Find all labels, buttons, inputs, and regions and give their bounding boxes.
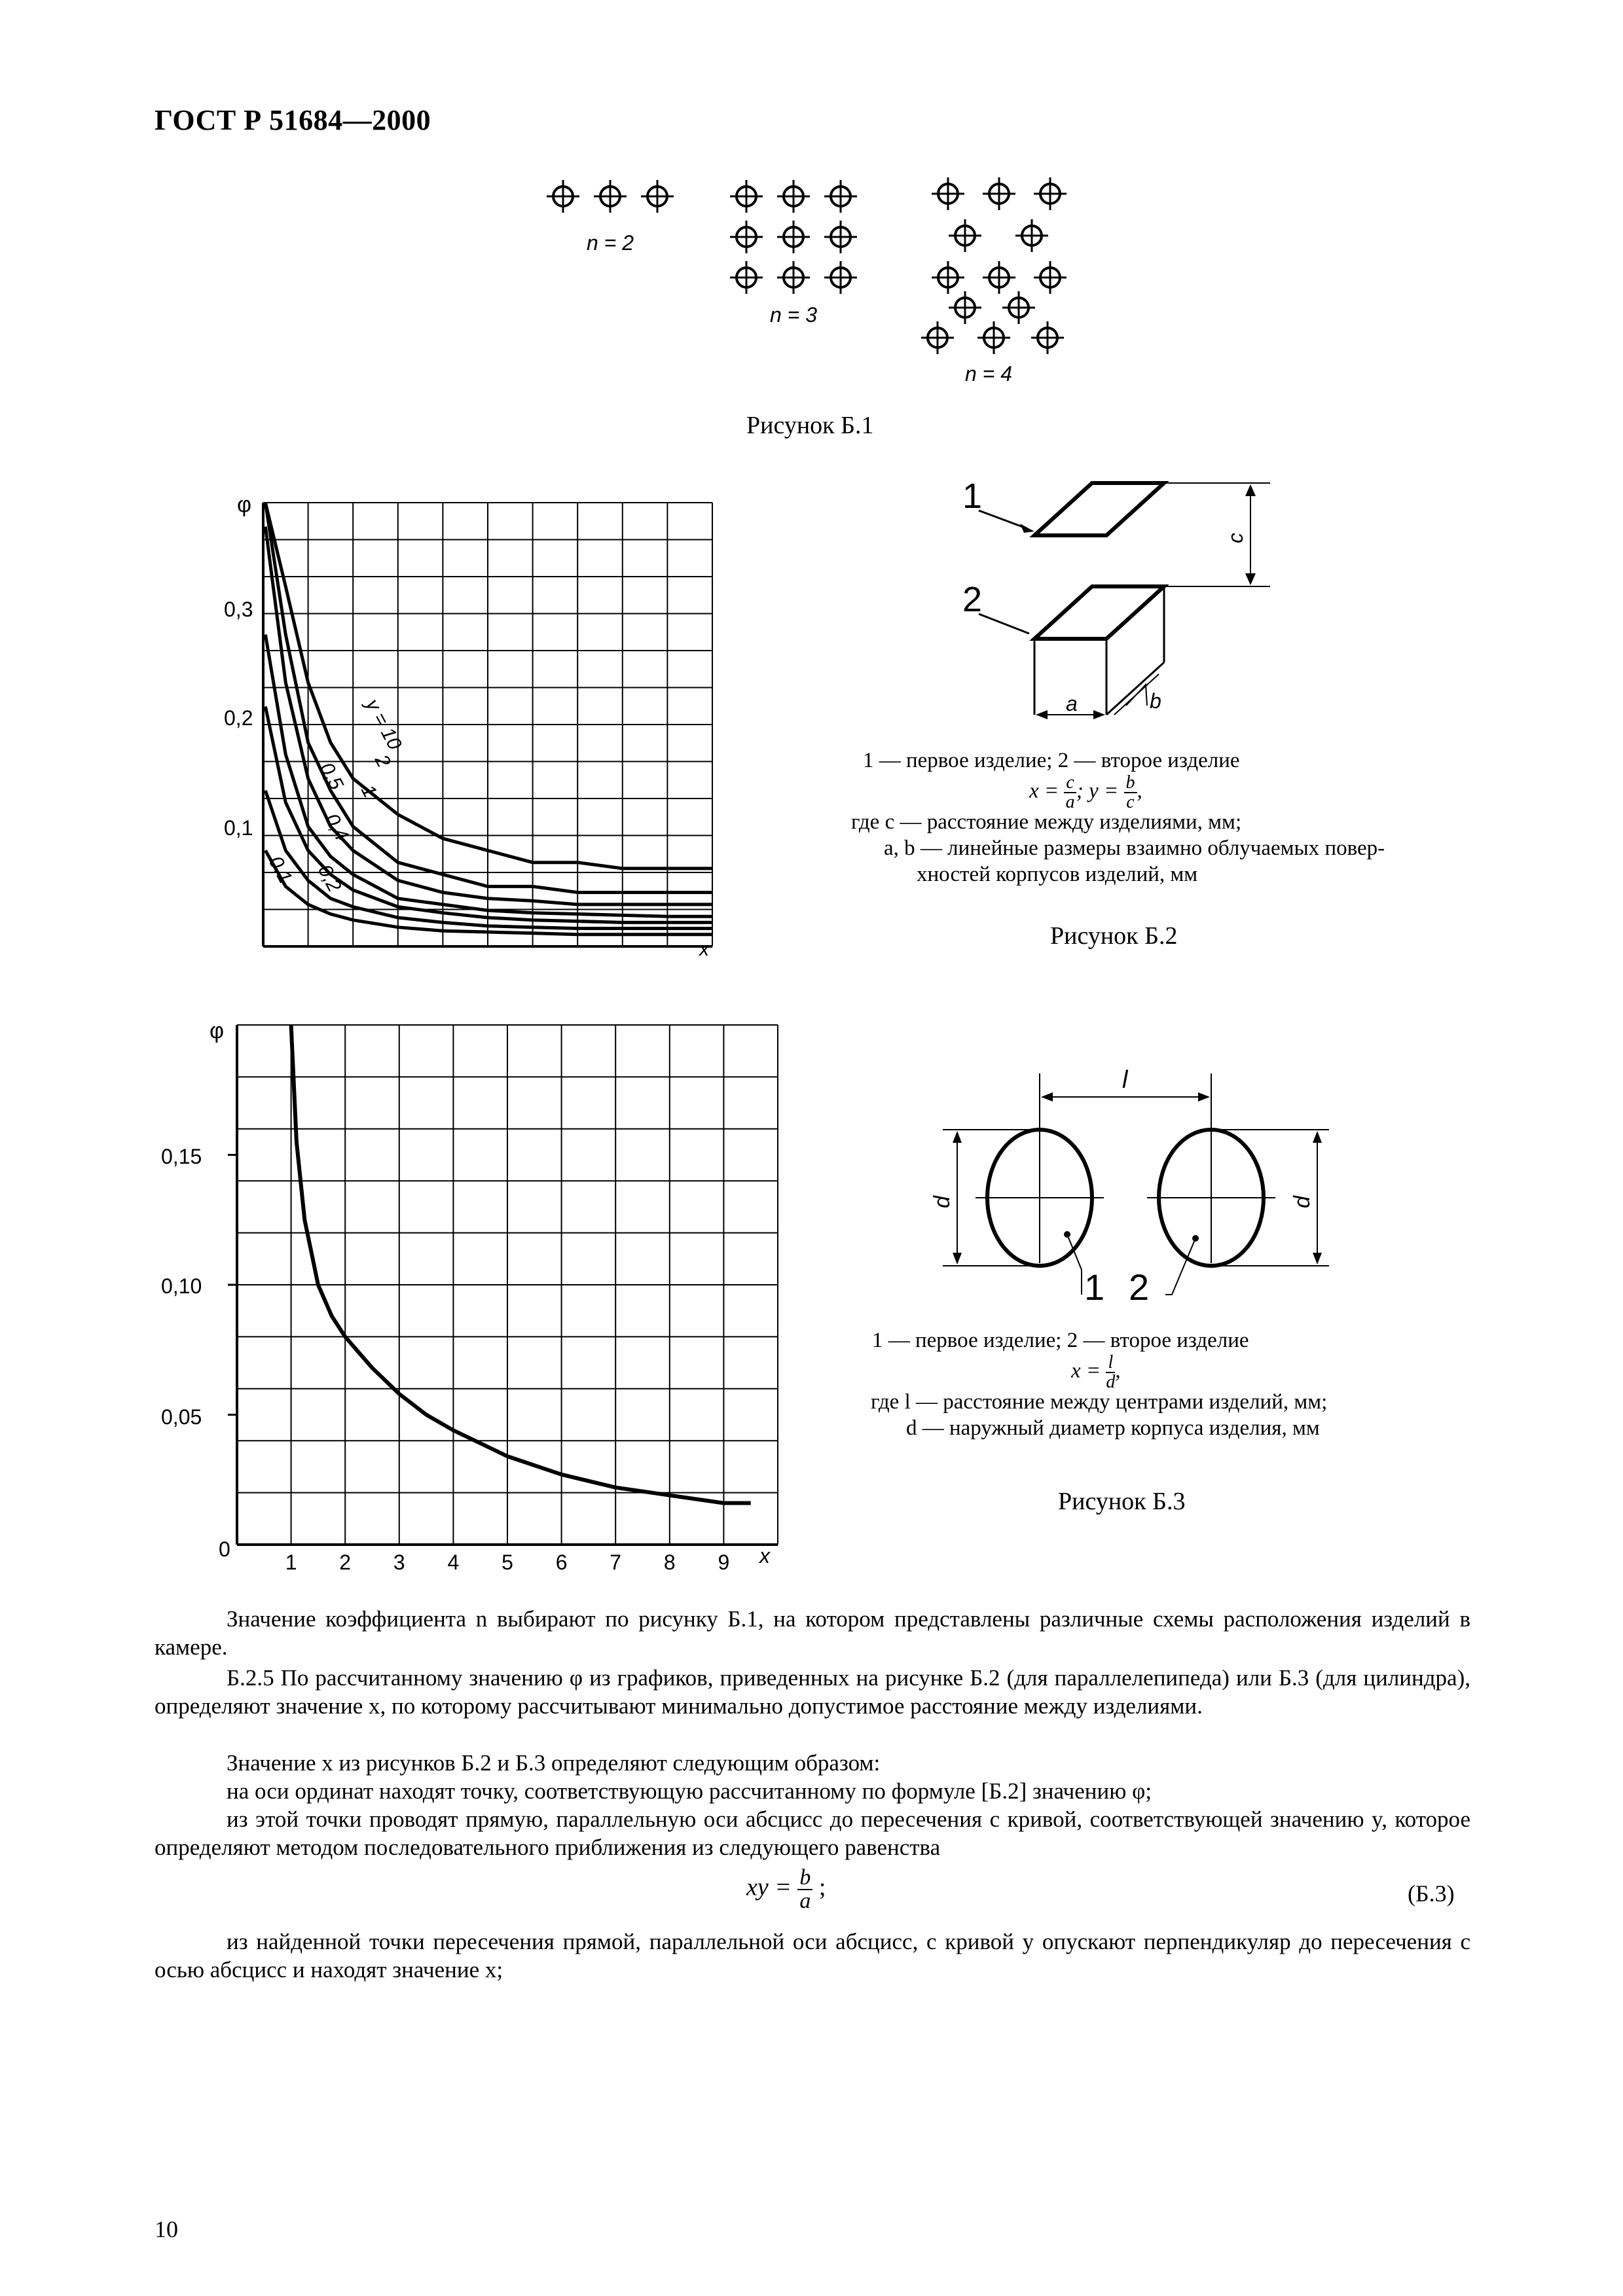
position-symbol <box>1015 219 1048 252</box>
x-tick-label: 2 <box>339 1551 352 1571</box>
x-tick-label: 5 <box>501 1551 513 1571</box>
position-symbol <box>949 219 981 252</box>
position-symbol <box>977 321 1010 354</box>
b2-legend-line5: хностей корпусов изделий, мм <box>917 863 1198 886</box>
b2-dim-b-label: b <box>1150 689 1161 713</box>
b2-y-tick-02: 0,2 <box>224 706 253 730</box>
b3-legend-formula: x = $\frac{l}{d}$ , <box>1071 1352 1121 1392</box>
formula-b3: xy = $\frac{b}{a}$ ; <box>746 1865 826 1913</box>
diagram-b3 <box>910 1047 1421 1322</box>
b2-curve-label-05: 0,5 <box>315 759 348 794</box>
b2-item2-leader <box>979 614 1029 634</box>
position-symbol <box>730 261 763 294</box>
x-tick-label: 7 <box>610 1551 622 1571</box>
document-header: ГОСТ Р 51684—2000 <box>155 104 431 136</box>
b2-y-tick-01: 0,1 <box>224 816 253 840</box>
paragraph-1: Значение коэффициента n выбирают по рисунку Б.1, на котором представлены различные схемы расположения изделий в камере. <box>155 1606 1470 1660</box>
b3-legend-line4: d — наружный диаметр корпуса изделия, мм <box>906 1416 1320 1440</box>
b3-item2-leader <box>1165 1238 1195 1295</box>
formula-number: (Б.3) <box>1408 1880 1455 1907</box>
b2-curve-label-01: 0,1 <box>264 852 297 888</box>
b3-y-tick-005: 0,05 <box>161 1405 202 1429</box>
b2-item2-top <box>1034 586 1164 639</box>
paragraph-4: на оси ординат находят точку, соответствующую рассчитанному по формуле [Б.2] значению φ; <box>227 1778 1152 1804</box>
b2-item1-arrow <box>1020 524 1034 533</box>
b1-symbols <box>547 177 1067 354</box>
position-symbol <box>824 261 857 294</box>
b2-curve-label-02: 0,2 <box>313 861 346 896</box>
fig-b1-caption: Рисунок Б.1 <box>746 412 874 439</box>
b3-dim-d-left-label: d <box>930 1196 955 1208</box>
b3-curve <box>291 1025 751 1503</box>
b2-curve-label-10: y = 10 <box>361 695 406 754</box>
position-symbol <box>730 221 763 253</box>
b2-legend-line3: где c — расстояние между изделиями, мм; <box>851 810 1242 834</box>
b3-y-tick-010: 0,10 <box>161 1274 202 1298</box>
position-symbol <box>949 291 981 324</box>
position-symbol <box>1031 321 1064 354</box>
figure-b1 <box>0 0 1623 458</box>
b2-y-axis-label: φ <box>237 492 252 517</box>
position-symbol <box>547 180 579 213</box>
b1-label-n4: n = 4 <box>964 362 1013 386</box>
position-symbol <box>824 221 857 253</box>
b3-x-ticks <box>285 1551 730 1571</box>
b2-dim-c-label: c <box>1224 533 1247 543</box>
position-symbol <box>777 180 810 213</box>
fig-b2-caption: Рисунок Б.2 <box>1050 922 1178 950</box>
b2-dim-a-label: a <box>1066 692 1078 715</box>
position-symbol <box>641 180 674 213</box>
x-tick-label: 4 <box>447 1551 460 1571</box>
paragraph-2: Б.2.5 По рассчитанному значению φ из графиков, приведенных на рисунке Б.2 (для параллелепипеда) или Б.3 (для цилиндра), определяют значение x, по которому рассчитывают минимально допустимое расстояние между изделиями. <box>155 1665 1470 1719</box>
x-tick-label: 3 <box>393 1551 405 1571</box>
position-symbol <box>824 180 857 213</box>
b2-legend-line1: 1 — первое изделие; 2 — второе изделие <box>863 749 1240 772</box>
b3-dim-d-right-label: d <box>1290 1196 1315 1208</box>
b2-legend <box>851 747 1480 888</box>
b3-item1-number: 1 <box>1084 1266 1105 1308</box>
x-tick-label: 6 <box>555 1551 568 1571</box>
b2-curve-label-04: 0,4 <box>320 810 353 845</box>
b3-y-tick-015: 0,15 <box>161 1145 202 1168</box>
x-tick-label: 9 <box>718 1551 730 1571</box>
b2-curve-label-2: 2 <box>370 751 395 772</box>
b2-legend-formula: x = $\frac{c}{a}$ ; y = $\frac{b}{c}$ , <box>1029 772 1142 812</box>
b1-label-n2: n = 2 <box>586 231 634 255</box>
position-symbol <box>1034 177 1067 210</box>
b3-legend <box>851 1327 1480 1441</box>
b2-item1-plate <box>1034 483 1164 535</box>
paragraph-3: Значение x из рисунков Б.2 и Б.3 определяют следующим образом: <box>227 1750 881 1776</box>
chart-series-curve <box>291 1025 751 1503</box>
b2-item1-number: 1 <box>962 476 983 516</box>
b2-x-axis-label: x <box>699 939 709 960</box>
position-symbol <box>932 261 964 294</box>
b3-legend-line1: 1 — первое изделие; 2 — второе изделие <box>872 1329 1249 1352</box>
position-symbol <box>983 261 1015 294</box>
b1-label-n3: n = 3 <box>769 303 818 327</box>
b2-y-tick-03: 0,3 <box>224 598 253 621</box>
b3-legend-line3: где l — расстояние между центрами изделий, мм; <box>871 1390 1328 1414</box>
position-symbol <box>730 180 763 213</box>
paragraph-5: из этой точки проводят прямую, параллельную оси абсцисс до пересечения с кривой, соответствующей значению y, которое определяют методом последовательного приближения из следующего равенства <box>155 1806 1470 1860</box>
position-symbol <box>594 180 627 213</box>
chart-b3 <box>151 1008 805 1571</box>
page-number: 10 <box>155 2216 178 2242</box>
position-symbol <box>921 321 954 354</box>
b3-item2-number: 2 <box>1129 1266 1150 1308</box>
x-tick-label: 1 <box>285 1551 297 1571</box>
b3-grid <box>228 1025 778 1545</box>
position-symbol <box>1034 261 1067 294</box>
b2-item1-leader <box>979 511 1028 529</box>
position-symbol <box>777 261 810 294</box>
position-symbol <box>1002 291 1035 324</box>
b2-item2-number: 2 <box>962 580 983 619</box>
fig-b3-caption: Рисунок Б.3 <box>1058 1488 1186 1515</box>
chart-series-curve <box>265 527 712 905</box>
chart-b2 <box>196 484 733 995</box>
b2-curve-label-1: 1 <box>356 781 381 802</box>
position-symbol <box>983 177 1015 210</box>
b3-dim-l-label: l <box>1122 1066 1128 1094</box>
position-symbol <box>932 177 964 210</box>
b3-x-axis-label: x <box>759 1544 770 1568</box>
diagram-b2 <box>943 458 1309 733</box>
paragraph-6: из найденной точки пересечения прямой, параллельной оси абсцисс, с кривой y опускают перпендикуляр до пересечения с осью абсцисс и находят значение x; <box>155 1929 1470 1982</box>
position-symbol <box>777 221 810 253</box>
b3-y-axis-label: φ <box>210 1018 225 1043</box>
b3-y-tick-0: 0 <box>219 1537 230 1561</box>
x-tick-label: 8 <box>663 1551 676 1571</box>
b2-legend-line4: a, b — линейные размеры взаимно облучаемых повер- <box>884 836 1385 860</box>
